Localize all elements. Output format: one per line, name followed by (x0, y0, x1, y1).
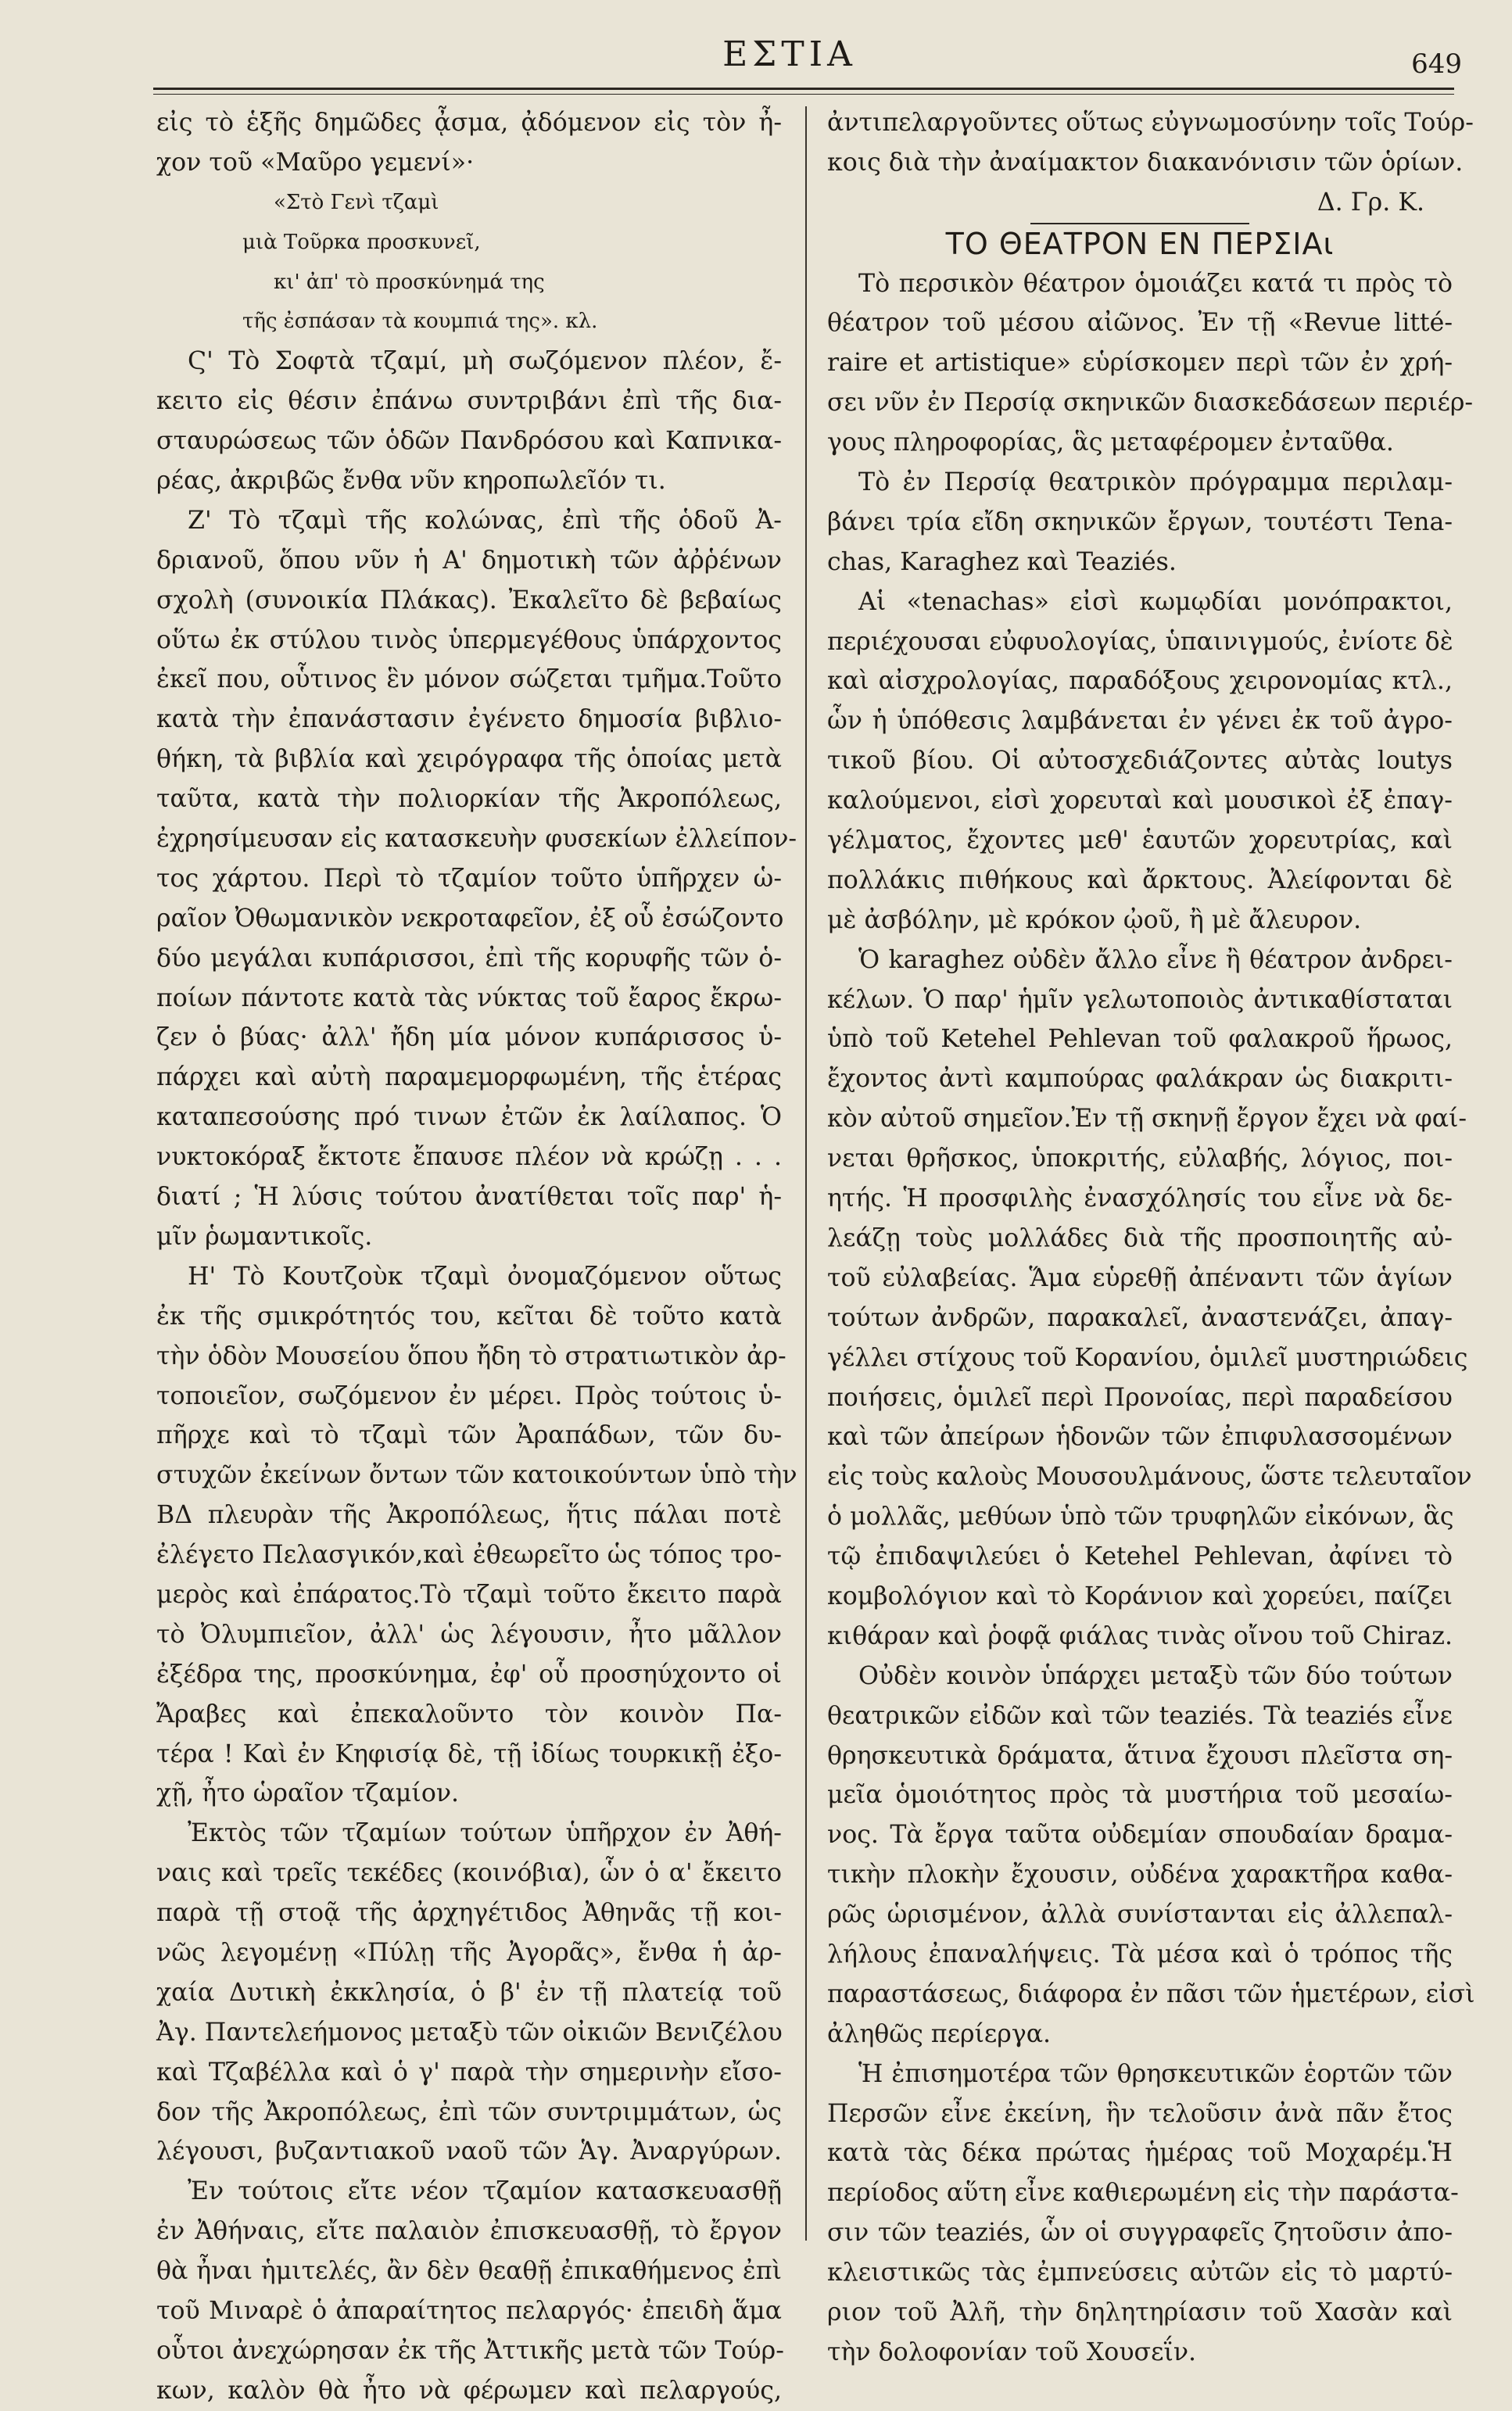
right-column-line: παραστάσεως, διάφορα ἐν πᾶσι τῶν ἡμετέρων, εἰσὶ (827, 1979, 1475, 2008)
left-column-line: κατὰ τὴν ἐπανάστασιν ἐγένετο δημοσία βιβλιο- (156, 705, 782, 734)
left-column-line: ρέας, ἀκριβῶς ἔνθα νῦν κηροπωλεῖόν τι. (156, 467, 666, 496)
page-number: 649 (1411, 48, 1462, 80)
left-column-line: σχολὴ (συνοικία Πλάκας). Ἐκαλεῖτο δὲ βεβαίως (156, 586, 782, 614)
left-column-line: ἐκεῖ που, οὗτινος ἓν μόνον σώζεται τμῆμα.Τοῦτο (156, 665, 782, 694)
left-column-line: χῇ, ἦτο ὡραῖον τζαμίον. (156, 1779, 460, 1808)
right-column-line: τοῦ εὐλαβείας. Ἅμα εὑρεθῇ ἀπέναντι τῶν ἁγίων (827, 1263, 1453, 1292)
left-column-line: δύο μεγάλαι κυπάρισσοι, ἐπὶ τῆς κορυφῆς τῶν ὁ- (156, 944, 782, 973)
right-column (827, 103, 1475, 2366)
right-column-line: κομβολόγιον καὶ τὸ Κοράνιον καὶ χορεύει, παίζει (827, 1582, 1453, 1610)
left-column-line: οὕτω ἐκ στύλου τινὸς ὑπερμεγέθους ὑπάρχοντος (156, 625, 782, 654)
running-head (0, 34, 1512, 81)
left-column-line: κων, καλὸν θὰ ἦτο νὰ φέρωμεν καὶ πελαργούς, (156, 2376, 782, 2405)
left-column-line: τοποιεῖον, σωζόμενον ἐν μέρει. Πρὸς τούτοις ὑ- (156, 1381, 782, 1410)
right-column-line: εἰς τοὺς καλοὺς Μουσουλμάνους, ὥστε τελευταῖον (827, 1463, 1472, 1492)
right-column-line: ἀντιπελαργοῦντες οὕτως εὐγνωμοσύνην τοῖς Τούρ- (827, 109, 1474, 137)
right-column-line: βάνει τρία εἴδη σκηνικῶν ἔργων, τουτέστι Tena- (827, 507, 1453, 536)
right-column-line: Ὁ karaghez οὐδὲν ἄλλο εἶνε ἢ θέατρον ἀνδρει- (858, 945, 1453, 974)
right-column-line: γέλλει στίχους τοῦ Κορανίου, ὁμιλεῖ μυστηριώδεις (827, 1343, 1468, 1372)
left-column-line: ἐξέδρα της, προσκύνημα, ἐφ' οὗ προσηύχοντο οἱ (156, 1660, 782, 1689)
right-column-line: καλούμενοι, εἰσὶ χορευταὶ καὶ μουσικοὶ ἐξ ἐπαγ- (827, 786, 1453, 815)
left-column-line: μιὰ Τοῦρκα προσκυνεῖ, (242, 230, 481, 254)
right-column-line: Αἱ «tenachas» εἰσὶ κωμῳδίαι μονόπρακτοι, (858, 587, 1453, 616)
right-column-line: περιέχουσαι εὐφυολογίας, ὑπαινιγμούς, ἐνίοτε δὲ (827, 627, 1453, 656)
right-column-line: ἔχοντος ἀντὶ καμπούρας φαλάκραν ὡς διακριτι- (827, 1065, 1453, 1094)
left-column-line: χον τοῦ «Μαῦρο γεμενί»· (156, 148, 475, 177)
right-column-line: κιθάραν καὶ ῥοφᾷ φιάλας τινὰς οἴνου τοῦ Chiraz. (827, 1621, 1453, 1650)
right-column-line: τὴν δολοφονίαν τοῦ Χουσεΐν. (827, 2338, 1197, 2366)
header-rule-thin (153, 94, 1454, 95)
header-rule (153, 88, 1454, 90)
left-column-line: πάρχει καὶ αὐτὴ παραμεμορφωμένη, τῆς ἑτέρας (156, 1063, 782, 1092)
right-column-line: Δ. Γρ. Κ. (1317, 188, 1424, 217)
left-column-line: «Στὸ Γενὶ τζαμὶ (274, 190, 439, 214)
right-column-line: chas, Karaghez καὶ Teaziés. (827, 547, 1177, 576)
left-column-line: Ἐν τούτοις εἴτε νέον τζαμίον κατασκευασθῇ (188, 2177, 782, 2206)
left-column-line: ναις καὶ τρεῖς τεκέδες (κοινόβια), ὧν ὁ α' ἔκειτο (156, 1859, 782, 1888)
right-column-line: ὁ μολλᾶς, μεθύων ὑπὸ τῶν τρυφηλῶν εἰκόνων, ἃς (827, 1503, 1454, 1532)
left-column-line: θὰ ἦναι ἡμιτελές, ἂν δὲν θεαθῇ ἐπικαθήμενος ἐπὶ (156, 2257, 782, 2286)
right-column-line: σιν τῶν teaziés, ὧν οἱ συγγραφεῖς ζητοῦσιν ἀπο- (827, 2219, 1453, 2248)
right-column-line: Ἡ ἐπισημοτέρα τῶν θρησκευτικῶν ἑορτῶν τῶν (858, 2059, 1453, 2088)
left-column-line: κειτο εἰς θέσιν ἐπάνω συντριβάνι ἐπὶ τῆς δια- (156, 387, 782, 416)
left-column-line: ζεν ὁ βύας· ἀλλ' ἤδη μία μόνον κυπάρισσος ὑ- (156, 1023, 782, 1052)
right-column-line: ΤΟ ΘΕΑΤΡΟΝ ΕΝ ΠΕΡΣΙΑι (945, 226, 1335, 261)
left-column-line: Ϛ' Τὸ Σοφτὰ τζαμί, μὴ σωζόμενον πλέον, ἔ- (188, 347, 782, 376)
left-column-line: ταῦτα, κατὰ τὴν πολιορκίαν τῆς Ἀκροπόλεως, (156, 785, 782, 814)
left-column-line: θήκη, τὰ βιβλία καὶ χειρόγραφα τῆς ὁποίας μετὰ (156, 745, 782, 774)
left-column-line: Ἀγ. Παντελεήμονος μεταξὺ τῶν οἰκιῶν Βενιζέλου (156, 2018, 783, 2047)
left-column-line: μῖν ῥωμαντικοῖς. (156, 1222, 373, 1251)
left-column-line: ραῖον Ὀθωμανικὸν νεκροταφεῖον, ἐξ οὗ ἐσώζοντο (156, 904, 784, 933)
left-column-line: Ζ' Τὸ τζαμὶ τῆς κολώνας, ἐπὶ τῆς ὁδοῦ Ἀ- (188, 506, 782, 535)
right-column-line: λήλους ἐπαναλήψεις. Τὰ μέσα καὶ ὁ τρόπος τῆς (827, 1940, 1453, 1969)
left-column-line: διατί ; Ἡ λύσις τούτου ἀνατίθεται τοῖς παρ' ἡ- (156, 1183, 782, 1212)
right-column-line: θρησκευτικὰ δράματα, ἅτινα ἔχουσι πλεῖστα ση- (827, 1741, 1453, 1770)
column-divider (805, 106, 807, 2241)
right-column-line: Τὸ περσικὸν θέατρον ὁμοιάζει κατά τι πρὸς τὸ (858, 269, 1453, 298)
left-column-line: στυχῶν ἐκείνων ὄντων τῶν κατοικούντων ὑπὸ τὴν (156, 1461, 797, 1490)
left-column-line: Ἐκτὸς τῶν τζαμίων τούτων ὑπῆρχον ἐν Ἀθή- (188, 1819, 782, 1848)
left-column (156, 103, 797, 2405)
right-column-line: μὲ ἀσβόλην, μὲ κρόκον ᾠοῦ, ἢ μὲ ἄλευρον. (827, 905, 1362, 934)
left-column-line: σταυρώσεως τῶν ὁδῶν Πανδρόσου καὶ Καπνικα- (156, 427, 782, 456)
right-column-line: πολλάκις πιθήκους καὶ ἄρκτους. Ἀλείφονται δὲ (827, 865, 1453, 894)
left-column-line: ἐκ τῆς σμικρότητός του, κεῖται δὲ τοῦτο κατὰ (156, 1302, 782, 1331)
right-column-line: ποιήσεις, ὁμιλεῖ περὶ Προνοίας, περὶ παραδείσου (827, 1383, 1453, 1412)
right-column-line: μεῖα ὁμοιότητος πρὸς τὰ μυστήρια τοῦ μεσαίω- (827, 1781, 1453, 1810)
left-column-line: λέγουσι, βυζαντιακοῦ ναοῦ τῶν Ἁγ. Ἀναργύρων. (156, 2137, 782, 2166)
left-column-line: νῶς λεγομένῃ «Πύλῃ τῆς Ἀγορᾶς», ἔνθα ἡ ἀρ- (156, 1938, 782, 1967)
right-column-line: κοις διὰ τὴν ἀναίμακτον διακανόνισιν τῶν ὁρίων. (827, 148, 1464, 177)
right-column-line: ἀληθῶς περίεργα. (827, 2019, 1052, 2048)
left-column-line: Η' Τὸ Κουτζοὺκ τζαμὶ ὀνομαζόμενον οὕτως (188, 1262, 782, 1291)
right-column-line: γους πληροφορίας, ἃς μεταφέρομεν ἐνταῦθα. (827, 428, 1394, 457)
left-column-line: ποίων πάντοτε κατὰ τὰς νύκτας τοῦ ἔαρος ἔκρω- (156, 983, 782, 1012)
left-column-line: δον τῆς Ἀκροπόλεως, ἐπὶ τῶν συντριμμάτων, ὡς (156, 2098, 782, 2126)
left-column-line: καὶ Τζαβέλλα καὶ ὁ γ' παρὰ τὴν σημερινὴν εἴσο- (156, 2058, 782, 2087)
left-column-line: κι' ἀπ' τὸ προσκύνημά της (274, 270, 545, 294)
left-column-line: ἐλέγετο Πελασγικόν,καὶ ἐθεωρεῖτο ὡς τόπος τρο- (156, 1541, 783, 1570)
right-column-line: καὶ τῶν ἀπείρων ἡδονῶν τῶν ἐπιφυλασσομένων (827, 1423, 1453, 1452)
right-column-line: τικοῦ βίου. Οἱ αὐτοσχεδιάζοντες αὐτὰς loutys (827, 747, 1453, 776)
right-column-line: κλειστικῶς τὰς ἐμπνεύσεις αὐτῶν εἰς τὸ μαρτύ- (827, 2259, 1453, 2287)
left-column-line: πῆρχε καὶ τὸ τζαμὶ τῶν Ἀραπάδων, τῶν δυ- (156, 1421, 782, 1450)
right-column-line: καὶ αἰσχρολογίας, παραδόξους χειρονομίας κτλ., (827, 667, 1453, 696)
right-column-line: ὑπὸ τοῦ Ketehel Pehlevan τοῦ φαλακροῦ ἥρωος, (827, 1025, 1453, 1054)
left-column-line: χαία Δυτικὴ ἐκκλησία, ὁ β' ἐν τῇ πλατείᾳ τοῦ (156, 1978, 782, 2007)
left-column-line: μερὸς καὶ ἐπάρατος.Τὸ τζαμὶ τοῦτο ἔκειτο παρὰ (156, 1580, 782, 1609)
left-column-line: τὴν ὁδὸν Μουσείου ὅπου ἤδη τὸ στρατιωτικὸν ἀρ- (156, 1342, 786, 1370)
right-column-line: Περσῶν εἶνε ἐκείνη, ἣν τελοῦσιν ἀνὰ πᾶν ἔτος (827, 2099, 1453, 2128)
right-column-line: θέατρον τοῦ μέσου αἰῶνος. Ἐν τῇ «Revue litté- (827, 309, 1453, 338)
left-column-line: καταπεσούσης πρό τινων ἐτῶν ἐκ λαίλαπος. Ὁ (156, 1103, 782, 1132)
right-column-line: περίοδος αὕτη εἶνε καθιερωμένη εἰς τὴν παράστα- (827, 2179, 1459, 2208)
left-column-line: Ἄραβες καὶ ἐπεκαλοῦντο τὸν κοινὸν Πα- (156, 1700, 782, 1729)
left-column-line: τος χάρτου. Περὶ τὸ τζαμίον τοῦτο ὑπῆρχεν ὡ- (156, 864, 782, 893)
right-column-line: τούτων ἀνδρῶν, παρακαλεῖ, ἀναστενάζει, ἀπαγ- (827, 1303, 1453, 1332)
right-column-line: κατὰ τὰς δέκα πρώτας ἡμέρας τοῦ Μοχαρέμ.Ἡ (827, 2139, 1453, 2168)
left-column-line: ἐν Ἀθήναις, εἴτε παλαιὸν ἐπισκευασθῇ, τὸ ἔργον (156, 2217, 782, 2246)
left-column-line: εἰς τὸ ἑξῆς δημῶδες ᾆσμα, ᾀδόμενον εἰς τὸν ἦ- (156, 109, 782, 137)
right-column-line: λεάζῃ τοὺς μολλάδες διὰ τῆς προσποιητῆς αὐ- (827, 1223, 1453, 1252)
left-column-line: παρὰ τῇ στοᾷ τῆς ἀρχηγέτιδος Ἀθηνᾶς τῇ κοι- (156, 1899, 782, 1928)
right-column-line: Τὸ ἐν Περσίᾳ θεατρικὸν πρόγραμμα περιλαμ- (858, 468, 1453, 497)
right-column-line: ὧν ἡ ὑπόθεσις λαμβάνεται ἐν γένει ἐκ τοῦ ἀγρο- (827, 707, 1453, 736)
right-column-line: raire et artistique» εὑρίσκομεν περὶ τῶν ἐν χρή- (827, 349, 1453, 378)
left-column-line: τέρα ! Καὶ ἐν Κηφισίᾳ δὲ, τῇ ἰδίως τουρκικῇ ἐξο- (156, 1739, 782, 1768)
left-column-line: τῆς ἐσπάσαν τὰ κουμπιά της». κλ. (242, 310, 598, 334)
left-column-line: τὸ Ὀλυμπιεῖον, ἀλλ' ὡς λέγουσιν, ἦτο μᾶλλον (156, 1620, 782, 1649)
right-column-line: σει νῦν ἐν Περσίᾳ σκηνικῶν διασκεδάσεων περιέρ- (827, 389, 1474, 417)
left-column-line: τοῦ Μιναρὲ ὁ ἀπαραίτητος πελαργός· ἐπειδὴ ἅμα (156, 2296, 782, 2325)
right-column-line: ητής. Ἡ προσφιλὴς ἐνασχόλησίς του εἶνε νὰ δε- (827, 1184, 1453, 1213)
right-column-line: κέλων. Ὁ παρ' ἡμῖν γελωτοποιὸς ἀντικαθίσταται (827, 985, 1453, 1014)
right-column-line: κὸν αὐτοῦ σημεῖον.Ἐν τῇ σκηνῇ ἔργον ἔχει νὰ φαί- (827, 1105, 1467, 1134)
right-column-line: Οὐδὲν κοινὸν ὑπάρχει μεταξὺ τῶν δύο τούτων (858, 1661, 1453, 1690)
running-title: ΕΣΤΙΑ (722, 34, 857, 74)
right-column-line: θεατρικῶν εἰδῶν καὶ τῶν teaziés. Τὰ teaziés εἶνε (827, 1701, 1453, 1730)
right-column-line: ρῶς ὡρισμένον, ἀλλὰ συνίστανται εἰς ἀλλεπαλ- (827, 1900, 1453, 1929)
right-column-line: τικὴν πλοκὴν ἔχουσιν, οὐδένα χαρακτῆρα καθα- (827, 1861, 1453, 1890)
left-column-line: οὗτοι ἀνεχώρησαν ἐκ τῆς Ἀττικῆς μετὰ τῶν Τούρ- (156, 2336, 784, 2365)
right-column-line: ριον τοῦ Ἀλῆ, τὴν δηλητηρίασιν τοῦ Χασὰν καὶ (827, 2298, 1453, 2327)
right-column-line: νεται θρῆσκος, ὑποκριτής, εὐλαβής, λόγιος, ποι- (827, 1145, 1453, 1173)
right-column-line: νος. Τὰ ἔργα ταῦτα οὐδεμίαν σπουδαίαν δραμα- (827, 1821, 1453, 1850)
right-column-line: γέλματος, ἔχοντες μεθ' ἑαυτῶν χορευτρίας, καὶ (827, 826, 1453, 855)
left-column-line: ΒΔ πλευρὰν τῆς Ἀκροπόλεως, ἥτις πάλαι ποτὲ (156, 1501, 782, 1530)
left-column-line: ἐχρησίμευσαν εἰς κατασκευὴν φυσεκίων ἐλλείπον- (156, 825, 797, 854)
left-column-line: νυκτοκόραξ ἔκτοτε ἔπαυσε πλέον νὰ κρώζῃ . . . (156, 1143, 782, 1172)
left-column-line: δριανοῦ, ὅπου νῦν ἡ Α' δημοτικὴ τῶν ἀῤῥένων (156, 546, 782, 575)
right-column-line: τῷ ἐπιδαψιλεύει ὁ Ketehel Pehlevan, ἀφίνει τὸ (827, 1542, 1453, 1571)
